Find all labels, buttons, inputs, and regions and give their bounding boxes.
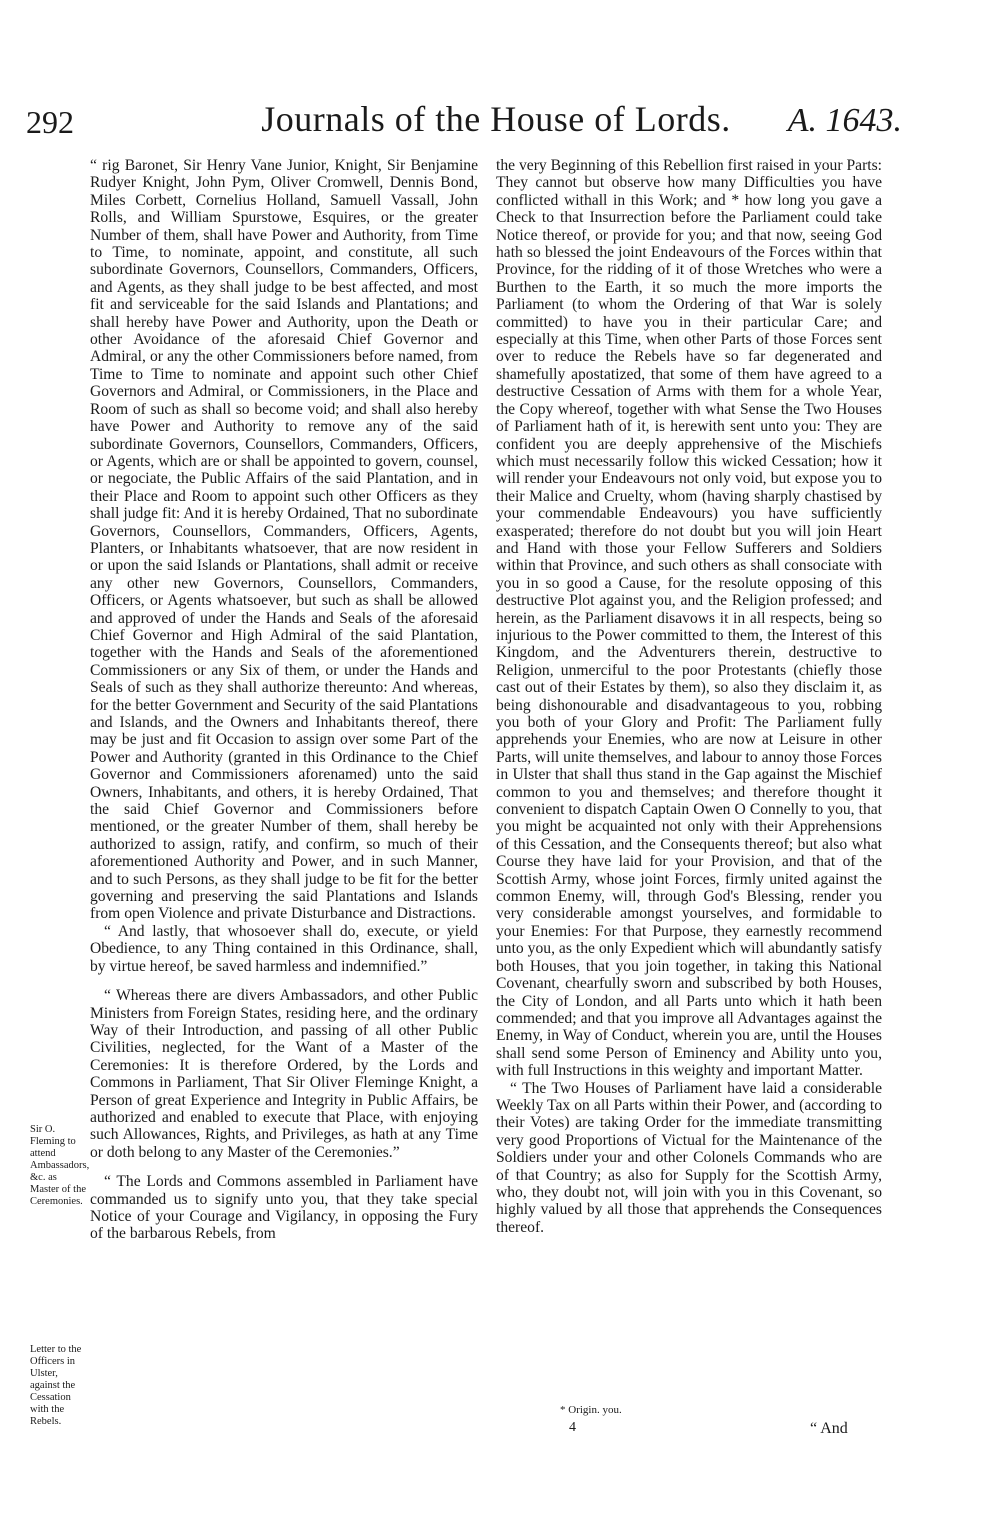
- margin-note-ulster: Letter to the Officers in Ulster, against the Cessation with the Rebels.: [30, 1344, 82, 1427]
- running-title: Journals of the House of Lords.: [261, 99, 731, 139]
- weekly-tax-paragraph: “ The Two Houses of Parliament have laid a considerable Weekly Tax on all Parts within their Power, and (according to their Votes) are taking Order for the immediate transmitting very good Proportions of Victual for the Maintenance of the Soldiers under your and other Colonels Commands who are of that Country; as also for Supply for the Scottish Army, who, they doubt not, will join with you in this Covenant, so highly valued by all those that apprehends the Consequences thereof.: [496, 1079, 882, 1236]
- ordinance-paragraph: “ rig Baronet, Sir Henry Vane Junior, Knight, Sir Benjamine Rudyer Knight, John Pym, Oliver Cromwell, Dennis Bond, Miles Corbett, Cornelius Holland, Samuell Vassall, John Rolls, and William Spurstowe, Esquires, or the greater Number of them, shall have Power and Authority, from Time to Time, to nominate, appoint, and constitute, all such subordinate Governors, Counsellors, Commanders, Officers, and Agents, as they shall judge to be best affected, and most fit and serviceable for the said Islands and Plantations; and shall hereby have Power and Authority, upon the Death or other Avoidance of the aforesaid Chief Governor and Admiral, or any the other Commissioners before named, from Time to Time to nominate and appoint such other Chief Governors and Admiral, or Commissioners, in the Place and Room of such as shall so become void; and shall also hereby have Power and Authority to remove any of the said subordinate Governors, Counsellors, Commanders, Officers, or Agents, which are or shall be appointed to govern, counsel, or negociate, the Public Affairs of the said Plantation, and in their Place and Room to appoint such other Officers as they shall judge fit: And it is hereby Ordained, That no subordinate Governors, Counsellors, Commanders, Officers, Agents, Planters, or Inhabitants whatsoever, that are now resident in or upon the said Islands or Plantations, shall admit or receive any other new Governors, Counsellors, Commanders, Officers, or Agents whatsoever, but such as shall be allowed and approved of under the Hands and Seals of the aforesaid Chief Governor and High Admiral of the said Plantation, together with the Hands and Seals of the aforementioned Commissioners or any Six of them, or under the Hands and Seals of such as they shall authorize thereunto: And whereas, for the better Government and Security of the said Plantations and Islands, and the Owners and Inhabitants thereof, there may be just and fit Occasion to assign over some Part of the Power and Authority (granted in this Ordinance to the Chief Governor and Commissioners aforenamed) unto the said Owners, Inhabitants, and others, it is hereby Ordained, That the said Chief Governor and Commissioners before mentioned, or the greater Number of them, shall hereby be authorized to assign, ratify, and confirm, so much of their aforementioned Authority and Power, and in such Manner, and to such Persons, as they shall judge to be fit for the better governing and preserving the said Plantations and Islands from open Violence and private Disturbance and Distractions.: [90, 157, 478, 923]
- indemnity-paragraph: “ And lastly, that whosoever shall do, execute, or yield Obedience, to any Thing contained in this Ordinance, shall, by virtue hereof, be saved harmless and indemnified.”: [90, 922, 478, 975]
- page-number: 292: [26, 104, 74, 140]
- right-column: [496, 157, 882, 1236]
- margin-note-fleming: Sir O. Fleming to attend Ambassadors, &c. as Master of the Ceremonies.: [30, 1124, 90, 1207]
- page-header: [0, 98, 992, 144]
- letter-continuation-paragraph: the very Beginning of this Rebellion first raised in your Parts: They cannot but observe how many Difficulties you have conflicted withall in this Work; and * how long you gave a Check to that Insurrection before the Parliament could take Notice thereof, or provide for you; and that now, seeing God hath so blessed the joint Endeavours of the Forces within that Province, for the ridding of it of those Wretches who were a Burthen to the Earth, it so much the more imports the Parliament (to whom the Ordering of that War is solely committed) to have you in their particular Care; and especially at this Time, when other Parts of those Forces sent over to reduce the Rebels have so far degenerated and shamefully apostatized, that some of them have agreed to a destructive Cessation of Arms with them for a whole Year, the Copy whereof, together with what Sense the Two Houses of Parliament hath of it, is herewith sent unto you: They are confident you are deeply apprehensive of the Mischiefs which must necessarily follow this wicked Cessation; how it will render your Endeavours not only void, but expose you to their Malice and Cruelty, whom (having sharply chastised by your commendable Endeavours) you have sufficiently exasperated; therefore do not doubt but you will join Heart and Hand with those your Fellow Sufferers and Soldiers within that Province, and such others as shall consociate with you in so good a Cause, for the resolute opposing of this destructive Plot against you, and the Religion professed; and herein, as the Parliament disavows it in all respects, being so injurious to the Power committed to them, the Interest of this Kingdom, and the Adventurers therein, destructive to Religion, unmerciful to the poor Protestants (chiefly those cast out of their Estates by them), so also they disclaim it, as being dishonourable and disadvantageous to you, robbing you both of your Glory and Profit: The Parliament fully apprehends your Enemies, who are now at Leisure in other Parts, will unite themselves, and labour to annoy those Forces in Ulster that shall thus stand in the Gap against the Mischief common to you and themselves; and therefore thought it convenient to dispatch Captain Owen O Connelly to you, that you might be acquainted not only with their Apprehensions of this Cessation, and the Consequents thereof; but also what Course they have laid for your Provision, and that of the Scottish Army, whose joint Forces, firmly united against the common Enemy, will, through God's Blessing, render you very considerable amongst yourselves, and formidable to your Enemies: For that Purpose, they earnestly recommend unto you, as the only Expedient which will abundantly satisfy both Houses, that you join together, in taking this National Covenant, chearfully sworn and subscribed by both Houses, the City of London, and all Parts unto which it hath been commended; and that you improve all Advantages against the Enemy, in Way of Conduct, wherein you are, until the Houses shall send some Person of Eminency and Ability unto you, with full Instructions in this weighty and important Matter.: [496, 157, 882, 1080]
- ceremonies-paragraph: “ Whereas there are divers Ambassadors, and other Public Ministers from Foreign States, residing here, and the ordinary Way of their Introduction, and passing of all other Public Civilities, neglected, for the Want of a Master of the Ceremonies: It is therefore Ordered, by the Lords and Commons in Parliament, That Sir Oliver Fleminge Knight, a Person of great Experience and Integrity in Public Affairs, be authorized and enabled to execute that Place, with enjoying such Allowances, Rights, and Privileges, as hath at any Time or doth belong to any Master of the Ceremonies.”: [90, 987, 478, 1161]
- year-heading: A. 1643.: [787, 102, 902, 139]
- left-column: [90, 157, 478, 1243]
- footnote: * Origin. you.: [560, 1404, 622, 1416]
- catchword: “ And: [810, 1420, 848, 1437]
- signature-mark: 4: [569, 1420, 576, 1435]
- ulster-letter-paragraph: “ The Lords and Commons assembled in Parliament have commanded us to signify unto you, that they take special Notice of your Courage and Vigilancy, in opposing the Fury of the barbarous Rebels, from: [90, 1173, 478, 1243]
